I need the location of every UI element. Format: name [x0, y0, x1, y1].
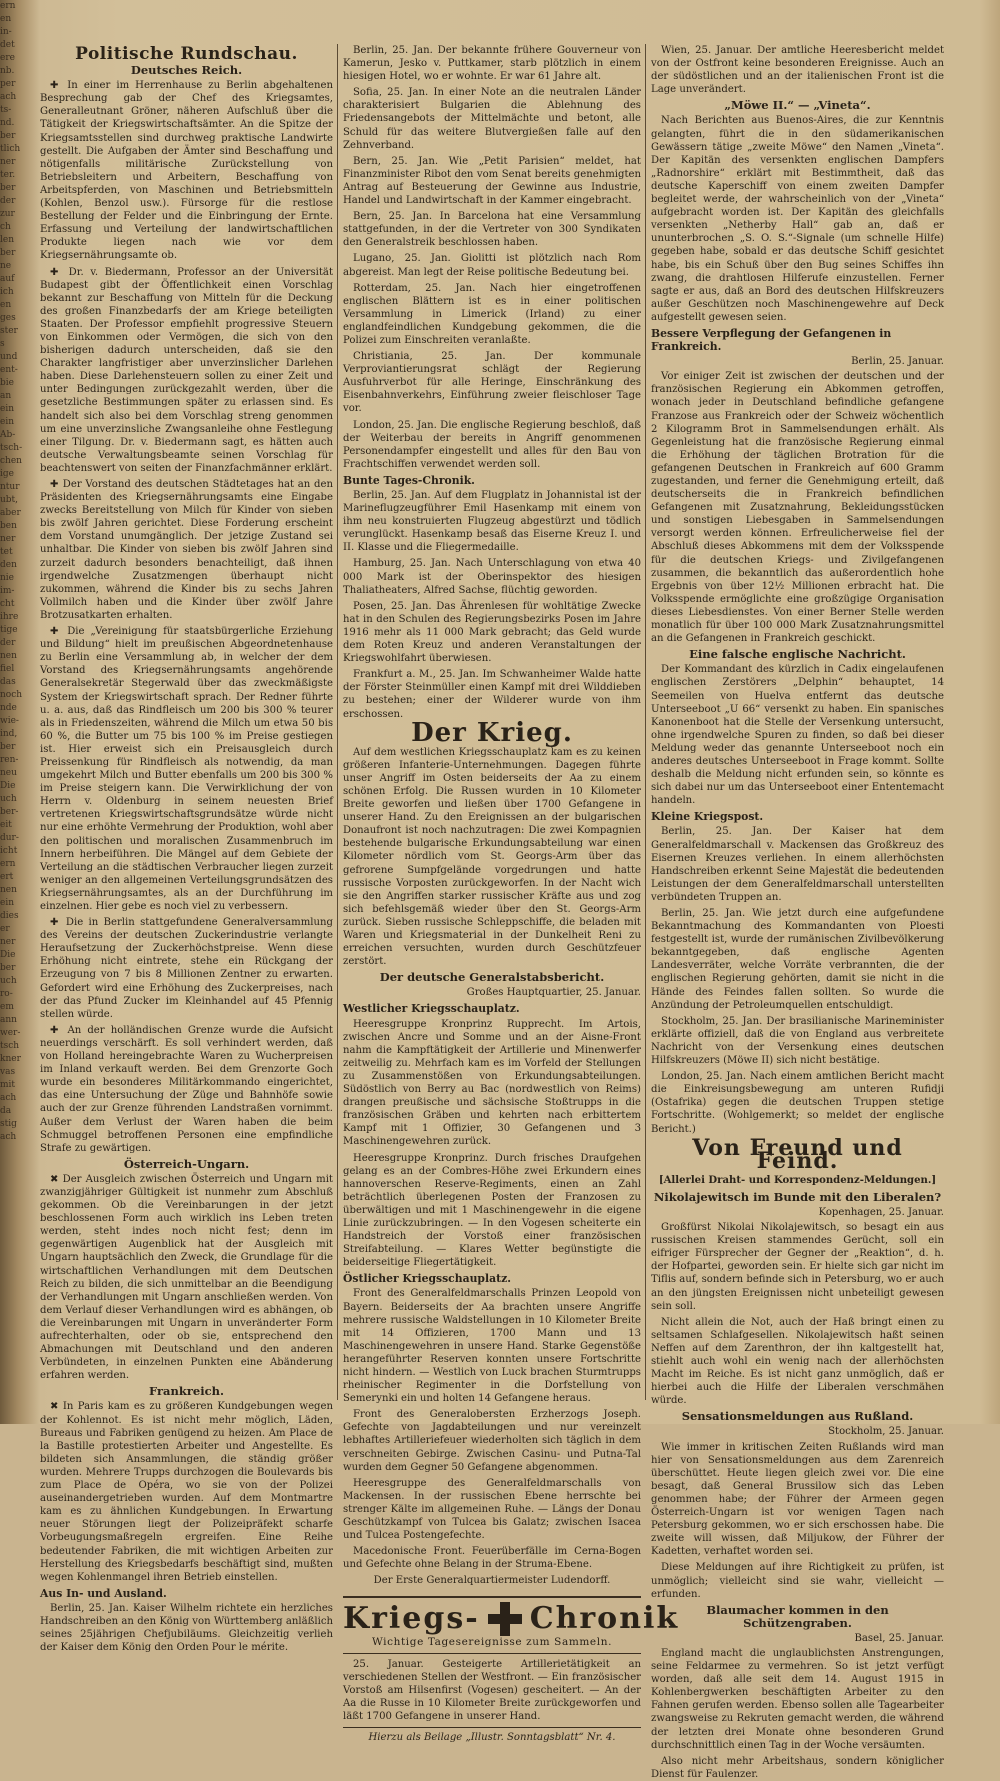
- article-list-news: [343, 44, 641, 471]
- stub-fragment: an: [0, 391, 12, 401]
- kriegs-chronik-banner: [343, 1596, 680, 1654]
- article-paragraph: Berlin, 25. Jan. Der bekannte frühere Gouverneur von Kamerun, Jesko v. Puttkamer, starb plötzlich in einem hiesigen Hotel, wo er wohnte. Er war 61 Jahre alt.: [343, 45, 641, 83]
- subheading-frankreich: Frankreich.: [149, 1384, 224, 1399]
- dateline-basel: Basel, 25. Januar.: [854, 1632, 944, 1644]
- iron-cross-icon: [488, 1602, 522, 1636]
- stub-fragment: ein: [0, 898, 15, 908]
- stub-fragment: ein: [0, 404, 15, 414]
- article-paragraph: Stockholm, 25. Jan. Der brasilianische Marineminister erklärte offiziell, daß die von England aus verbreitete Nachricht von der Versenkung eines deutschen Hilfskreuzers (Möwe II) sich nicht bestätige.: [651, 1015, 944, 1067]
- article-list-oesterreich: [40, 1173, 333, 1383]
- stub-fragment: ber: [0, 131, 16, 141]
- column-3: [651, 44, 944, 1780]
- article-paragraph: Posen, 25. Jan. Das Ährenlesen für wohltätige Zwecke hat in den Schulen des Regierungsbezirks Posen im Jahre 1916 mehr als 11 000 Mark gebracht; das Geld wurde dem Roten Kreuz und anderen Veranstaltungen der Kriegswohlfahrt überwiesen.: [343, 600, 641, 665]
- article-paragraph: Berlin, 25. Jan. Kaiser Wilhelm richtete ein herzliches Handschreiben an den König von Württemberg anläßlich seines 25jährigen Chefjubiläums. Gleichzeitig verlieh der Kaiser dem König den Orden Pour le mérite.: [40, 1602, 333, 1654]
- stub-fragment: tsch: [0, 1041, 20, 1051]
- stub-fragment: nb.: [0, 66, 15, 76]
- article-paragraph: ✖ Der Ausgleich zwischen Österreich und Ungarn mit zwanzigjähriger Gültigkeit ist nunmehr zum Abschluß gekommen. Ob die Vereinbarungen in der jetzt beschlossenen Form auch wirklich ins Leben treten werden, steht indes noch nicht fest; denn im gegenwärtigen Augenblick hat der Ausgleich mit Ungarn hauptsächlich den Zweck, die Grundlage für die wirtschaftlichen Verhandlungen mit dem Deutschen Reich zu bilden, die sich unmittelbar an die Beendigung der Verhandlungen mit Ungarn anschließen werden. Von dem Verlauf dieser Verhandlungen wird es abhängen, ob die Vereinbarungen mit Ungarn in unveränderter Form aufrechterhalten, oder ob sie, entsprechend den Abmachungen mit Deutschland und den anderen Verbündeten, in einzelnen Punkten eine Abänderung erfahren werden.: [40, 1173, 333, 1382]
- stub-fragment: ihre: [0, 612, 19, 622]
- stub-fragment: ner: [0, 937, 16, 947]
- stub-fragment: ber: [0, 742, 16, 752]
- subheading-kleine-kriegspost: Kleine Kriegspost.: [651, 810, 764, 824]
- stub-fragment: cht: [0, 599, 15, 609]
- stub-fragment: Die: [0, 950, 16, 960]
- article-paragraph: London, 25. Jan. Nach einem amtlichen Bericht macht die Einkreisungsbewegung am unteren Rufidji (Ostafrika) gegen die deutschen Truppen stetige Fortschritte. (Wohlgemerkt; so meldet der englische Bericht.): [651, 1071, 944, 1135]
- article-list-kleine: [651, 825, 944, 1135]
- stub-fragment: aber: [0, 508, 21, 518]
- article-paragraph: Wie immer in kritischen Zeiten Rußlands wird man hier von Sensationsmeldungen aus dem Zarenreich überschüttet. Heute liegen gleich zwei vor. Die eine besagt, daß General Brussilow sich das Leben genommen habe; der Führer der Armeen gegen Österreich-Ungarn ist vor wenigen Tagen nach Petersburg gekommen, wo er sich erschossen habe. Die zweite will wissen, daß Miljukow, der Führer der Kadetten, verhaftet worden sei.: [651, 1441, 944, 1558]
- article-paragraph: Heeresgruppe des Generalfeldmarschalls von Mackensen. In der russischen Ebene herrschte bei strenger Kälte im allgemeinen Ruhe. — Längs der Donau Geschützkampf von Tulcea bis Galatz; zwischen Isacea und Tulcea Postengefechte.: [343, 1477, 641, 1542]
- stub-fragment: uch: [0, 976, 17, 986]
- stub-fragment: mit: [0, 1080, 16, 1090]
- stub-fragment: auf: [0, 274, 15, 284]
- stub-fragment: und: [0, 352, 18, 362]
- article-paragraph: Bern, 25. Jan. Wie „Petit Parisien“ meldet, hat Finanzminister Ribot den vom Senat bereits genehmigten Antrag auf Besteuerung der Gewinne aus Industrie, Handel und Landwirtschaft in der Kammer eingebracht.: [343, 155, 641, 207]
- article-paragraph: London, 25. Jan. Die englische Regierung beschloß, daß der Weiterbau der bereits in Angriff genommenen Personendampfer eingestellt und alles für den Bau von Frachtschiffen verwendet werden soll.: [343, 419, 641, 470]
- stub-fragment: eit: [0, 820, 12, 830]
- column-2: [343, 44, 680, 1744]
- subheading-generalstabsbericht: Der deutsche Generalstabsbericht.: [379, 970, 605, 985]
- stub-fragment: nen: [0, 651, 17, 661]
- article-paragraph: Heeresgruppe Kronprinz. Durch frisches Draufgehen gelang es an der Combres-Höhe zwei Erkundern eines hannoverschen Reserve-Regiments, einen an Zahl beträchtlich überlegenen Posten der Franzosen zu überwältigen und mit 1 Maschinengewehr in die eigene Linie zurückzubringen. — In den Vogesen scheiterte ein Handstreich der Vorstoß einer französischen Streifabteilung. — Klares Wetter begünstigte die beiderseitige Fliegertätigkeit.: [343, 1152, 641, 1269]
- stub-fragment: bie: [0, 378, 14, 388]
- subheading-blaumacher: Blaumacher kommen in den Schützengraben.: [706, 1602, 889, 1630]
- article-paragraph: Auf dem westlichen Kriegsschauplatz kam es zu keinen größeren Infanterie-Unternehmungen. Dagegen führte unser Angriff im Osten beiderseits der Aa zu einem schönen Erfolg. Die Russen wurden in 10 Kilometer Breite geworfen und ließen über 1700 Gefangene in unserer Hand. Zu den Ereignissen an der bulgarischen Donaufront ist noch nachzutragen: Die zwei Kompagnien bestehende bulgarische Erkundungsabteilung war einen Kilometer nördlich vom St. Georgs-Arm über das gefrorene Sumpfgelände vorgedrungen und hatte russische Vorposten zurückgeworfen. In der Nacht wich sie den Angriffen starker russischer Kräfte aus und zog sich befehlsgemäß wieder über den St. Georgs-Arm zurück. Sieben russische Schleppschiffe, die beladen mit Waren und Kriegsmaterial in der Dunkelheit Reni zu erreichen versuchten, wurden durch Geschützfeuer zerstört.: [343, 746, 641, 968]
- article-list-inland: [40, 1602, 333, 1654]
- stub-fragment: neu: [0, 768, 17, 778]
- dateline-stockholm: Stockholm, 25. Januar.: [828, 1426, 944, 1438]
- article-paragraph: Also nicht mehr Arbeitshaus, sondern königlicher Dienst für Faulenzer.: [651, 1755, 944, 1780]
- chronik-subtitle: Wichtige Tagesereignisse zum Sammeln.: [371, 1635, 613, 1648]
- stub-fragment: ner: [0, 157, 16, 167]
- article-paragraph: Sofia, 25. Jan. In einer Note an die neutralen Länder charakterisiert Bulgarien die Ablehnung des Friedensangebots der Mittelmächte und betont, alle Schuld für das weitere Blutvergießen falle auf den Zehnverband.: [343, 87, 641, 151]
- signature-ludendorff: Der Erste Generalquartiermeister Ludendorff.: [373, 1575, 611, 1587]
- subheading-oesterreich-ungarn: Österreich-Ungarn.: [123, 1156, 250, 1171]
- stub-fragment: ster: [0, 326, 18, 336]
- dateline-kopenhagen: Kopenhagen, 25. Januar.: [818, 1206, 944, 1218]
- stub-fragment: ann: [0, 1015, 17, 1025]
- article-paragraph: Diese Meldungen auf ihre Richtigkeit zu prüfen, ist unmöglich; vielleicht sind sie wahr, vielleicht — erfunden.: [651, 1562, 944, 1600]
- subheading-bessere-verpflegung: Bessere Verpflegung der Gefangenen in Frankreich.: [651, 326, 892, 354]
- stub-fragment: zur: [0, 209, 15, 219]
- stub-fragment: kner: [0, 1054, 21, 1064]
- stub-fragment: nde: [0, 703, 17, 713]
- stub-fragment: ren-: [0, 755, 19, 765]
- stub-fragment: ein: [0, 417, 15, 427]
- stub-fragment: ges: [0, 313, 16, 323]
- article-list-frankreich: [40, 1400, 333, 1583]
- stub-fragment: en: [0, 300, 12, 310]
- stub-fragment: ert: [0, 872, 14, 882]
- subheading-aus-in-und-ausland: Aus In- und Ausland.: [40, 1586, 167, 1600]
- article-paragraph: Berlin, 25. Jan. Auf dem Flugplatz in Johannistal ist der Marineflugzeugführer Emil Hasenkamp mit einem von ihm neu konstruierten Flugzeug abgestürzt und tödlich verunglückt. Hasenkamp besaß das Eiserne Kreuz I. und II. Klasse und die Fliegermedaille.: [343, 490, 641, 554]
- article-paragraph: England macht die unglaublichsten Anstrengungen, seine Feldarmee zu vermehren. So ist jetzt verfügt worden, daß alle seit dem 14. August 1915 in Kohlenbergwerken beschäftigten Arbeiter zu den Fahnen gerufen werden. Ebenso sollen alle Tagearbeiter zwangsweise zu Rekruten gemacht werden, die während der letzten drei Monate ohne besonderen Grund durchschnittlich einen Tag in der Woche versäumten.: [651, 1647, 944, 1751]
- stub-fragment: ind,: [0, 729, 18, 739]
- stub-fragment: fiel: [0, 664, 15, 674]
- chronik-title-right: Chronik: [529, 1600, 680, 1636]
- stub-fragment: ubt,: [0, 495, 19, 505]
- column-1: [40, 44, 333, 1654]
- stub-fragment: der: [0, 196, 16, 206]
- stub-fragment: chen: [0, 456, 22, 466]
- stub-fragment: tsch-: [0, 443, 23, 453]
- subheading-sensationsmeldungen: Sensationsmeldungen aus Rußland.: [681, 1409, 914, 1424]
- stub-fragment: per: [0, 79, 16, 89]
- article-list-chronik: [343, 1658, 641, 1723]
- beilage-footer: Hierzu als Beilage „Illustr. Sonntagsblatt“ Nr. 4.: [343, 1727, 641, 1744]
- stub-fragment: tlich: [0, 144, 21, 154]
- article-paragraph: Heeresgruppe Kronprinz Rupprecht. Im Artois, zwischen Ancre und Somme und an der Aisne-Front nahm die Kampftätigkeit der Artillerie und Minenwerfer zeitweilig zu. Mehrfach kam es im Vorfeld der Stellungen zu Zusammenstößen von Erkundungsabteilungen. Südöstlich von Berry au Bac (nordwestlich von Reims) drangen preußische und sächsische Stoßtrupps in die französischen Gräben und kehrten nach erbittertem Kampf mit 1 Offizier, 30 Gefangenen und 3 Maschinengewehren zurück.: [343, 1018, 641, 1148]
- stub-fragment: das: [0, 677, 16, 687]
- article-paragraph: Hamburg, 25. Jan. Nach Unterschlagung von etwa 40 000 Mark ist der Oberinspektor des hiesigen Thaliatheaters, Alfred Sachse, flüchtig geworden.: [343, 558, 641, 596]
- stub-fragment: ach: [0, 92, 17, 102]
- article-list-ost: [343, 1287, 641, 1571]
- stub-fragment: wer-: [0, 1028, 21, 1038]
- stub-fragment: ts-: [0, 105, 12, 115]
- article-paragraph: ✚ Dr. v. Biedermann, Professor an der Universität Budapest gibt der Öffentlichkeit einen Vorschlag bekannt zur Beschaffung von Mitteln für die Deckung des großen Finanzbedarfs der am Kriege beteiligten Staaten. Der Professor empfiehlt progressive Steuern von Einkommen oder Vermögen, die sich von den bisherigen dadurch unterscheiden, daß sie den Charakter langfristiger aber unverzinslicher Darlehen haben. Diese Darlehensteuern sollen zu einer Zeit und unter Bedingungen zurückgezahlt werden, über die gesetzliche Bestimmungen später zu erlassen sind. Es handelt sich also bei dem Vorschlag streng genommen um eine unverzinsliche Zwangsanleihe ohne Festlegung einer Tilgung. Dr. v. Biedermann sagt, es hätten auch deutsche Verwaltungsbeamte seinen Vorschlag für beachtenswert von seiten der Finanzfachmänner erklärt.: [40, 266, 333, 474]
- stub-fragment: ern: [0, 859, 16, 869]
- article-paragraph: Nicht allein die Not, auch der Haß bringt einen zu seltsamen Schlafgesellen. Nikolajewitsch haßt seinen Neffen auf dem Zarenthron, der ihn kaltgestellt hat, stiehlt auch wohl ein wenig nach der allerhöchsten Macht im Reiche. Es ist nicht ganz unmöglich, daß er hierbei auch die Hilfe der Liberalen verschmähen würde.: [651, 1316, 944, 1407]
- stub-fragment: ntur: [0, 482, 20, 492]
- dateline-hauptquartier: Großes Hauptquartier, 25. Januar.: [466, 987, 641, 999]
- article-list-bunte: [343, 489, 641, 721]
- stub-fragment: tige: [0, 625, 18, 635]
- stub-fragment: in-: [0, 27, 12, 37]
- article-paragraph: Großfürst Nikolai Nikolajewitsch, so besagt ein aus russischen Kreisen stammendes Gerücht, soll ein eifriger Fürsprecher der Gegner der „Reaktion“, d. h. der Hofpartei, geworden sein. Er hielte sich gar nicht im Tiflis auf, sondern befinde sich in Petersburg, wo er auch an den jüngsten Ereignissen nicht unbeteiligt gewesen sein soll.: [651, 1222, 944, 1312]
- stub-fragment: ent-: [0, 365, 18, 375]
- article-paragraph: 25. Januar. Gesteigerte Artillerietätigkeit an verschiedenen Stellen der Westfront. — Ein französischer Vorstoß am Hilsenfirst (Vogesen) gescheitert. — An der Aa die Russe in 10 Kilometer Breite zurückgeworfen und läßt 1700 Gefangene in unserer Hand.: [343, 1658, 641, 1722]
- subheading-falsche-nachricht: Eine falsche englische Nachricht.: [689, 647, 906, 662]
- stub-fragment: ter.: [0, 170, 16, 180]
- stub-fragment: nen: [0, 885, 17, 895]
- stub-fragment: ner: [0, 534, 16, 544]
- stub-fragment: dur-: [0, 833, 19, 843]
- article-paragraph: Christiania, 25. Jan. Der kommunale Verproviantierungsrat schlägt der Regierung Ausfuhrverbot für alle Heringe, Einschränkung des Eisenbahnverkehrs, Einführung zweier fleischloser Tage vor.: [343, 351, 641, 415]
- article-paragraph: ✚ Die „Vereinigung für staatsbürgerliche Erziehung und Bildung“ hielt im preußischen Abgeordnetenhause zu Berlin eine Versammlung ab, in welcher der dem Vorstand des Kriegsernährungsamts angehörende Generalsekretär Stegerwald über das zweckmäßigste System der Kriegswirtschaft sprach. Der Redner führte u. a. aus, daß das Rindfleisch um 200 bis 300 % teurer als in Friedenszeiten, während die Milch um etwa 50 bis 60 %, die Butter um 75 bis 100 % im Preise gestiegen ist. Hier erweist sich ein Preisausgleich durch Preissenkung für Rindfleisch als notwendig, da man umgekehrt Milch und Butter ebenfalls um 200 bis 300 % im Preise steigern kann. Die Verwirklichung der von Herrn v. Oldenburg in seinem neuesten Brief vertretenen Kriegswirtschaftsgrundsätze würde nicht nur eine erhöhte Vermehrung der Produktion, wohl aber den politischen und moralischen Zusammenbruch im Innern herbeiführen. Die Mängel auf dem Gebiete der Verteilung an die städtischen Verbraucher liegen zurzeit weniger an den allgemeinen Verteilungsgrundsätzen des Kriegsernährungsamtes, als an der Durchführung im einzelnen. Hier gebe es noch viel zu verbessern.: [40, 626, 333, 912]
- section-title-von-freund-und-feind: Von Freund und Feind.: [692, 1134, 903, 1174]
- dateline-berlin: Berlin, 25. Januar.: [851, 356, 944, 368]
- stub-fragment: ber-: [0, 807, 19, 817]
- stub-fragment: uch: [0, 794, 17, 804]
- stub-fragment: ige: [0, 469, 14, 479]
- article-paragraph: Der Kommandant des kürzlich in Cadix eingelaufenen englischen Zerstörers „Delphin“ behauptet, 14 Seemeilen von Huelva entfernt das deutsche Unterseeboot „U 66“ versenkt zu haben. Ein spanisches Kanonenboot hat die Stelle der Versenkung untersucht, ohne irgendwelche Spuren zu finden, so daß bei dieser Meldung weder das genannte Unterseeboot noch ein anderes deutsches Unterseeboot in Frage kommt. Sollte deshalb die Meldung nicht erfunden sein, so könnte es sich dabei nur um das Unterseeboot einer Ententemacht handeln.: [651, 664, 944, 807]
- article-list-krieg: [343, 746, 641, 969]
- article-paragraph: Front des Generalobersten Erzherzogs Joseph. Gefechte von Jagdabteilungen und nur vereinzelt lebhaftes Artilleriefeuer wiederholten sich täglich in dem verschneiten Gebirge. Zwischen Casinu- und Putna-Tal wurden dem Gegner 50 Gefangene abgenommen.: [343, 1409, 641, 1473]
- article-paragraph: ✚ Die in Berlin stattgefundene Generalversammlung des Vereins der deutschen Zuckerindustrie verlangte Heraufsetzung der Zuckerhöchstpreise. Wenn diese Erhöhung nicht eintrete, stehe ein Rückgang der Erzeugung von 7 bis 8 Millionen Zentner zu erwarten. Gefordert wird eine Erhöhung des Zuckerpreises, nach der das Pfund Zucker im Kleinhandel auf 45 Pfennig stellen würde.: [40, 917, 333, 1020]
- stub-fragment: det: [0, 40, 15, 50]
- stub-fragment: im-: [0, 586, 15, 596]
- stub-fragment: er: [0, 924, 10, 934]
- article-list-sensation: [651, 1441, 944, 1601]
- article-paragraph: Bern, 25. Jan. In Barcelona hat eine Versammlung stattgefunden, in der die Vertreter von 300 Syndikaten den Generalstreik beschlossen haben.: [343, 211, 641, 249]
- stub-fragment: vas: [0, 1067, 16, 1077]
- stub-fragment: ber: [0, 248, 16, 258]
- section-title-der-krieg: Der Krieg.: [411, 717, 573, 748]
- stub-fragment: dies: [0, 911, 19, 921]
- stub-fragment: Ab-: [0, 430, 16, 440]
- section-title-politische-rundschau: Politische Rundschau.: [75, 44, 298, 64]
- stub-fragment: nd.: [0, 118, 15, 128]
- article-list-blau: [651, 1647, 944, 1781]
- article-paragraph: Front des Generalfeldmarschalls Prinzen Leopold von Bayern. Beiderseits der Aa brachten unsere Angriffe mehrere russische Waldstellungen in 10 Kilometer Breite mit 14 Offizieren, 1700 Mann und 13 Maschinengewehren in unsere Hand. Starke Gegenstöße herangeführter Reserven konnten unsere Fortschritte nicht hindern. — Westlich von Luck brachen Sturmtrupps rheinischer Regimenter in die Dorfstellung von Semerynki ein und holten 14 Gefangene heraus.: [343, 1288, 641, 1405]
- stub-fragment: ach: [0, 1132, 17, 1142]
- stub-fragment: ro-: [0, 989, 13, 999]
- subheading-bunte-tages-chronik: Bunte Tages-Chronik.: [343, 473, 475, 487]
- article-paragraph: Berlin, 25. Jan. Wie jetzt durch eine aufgefundene Bekanntmachung des Kommandanten von Ploesti festgestellt ist, wurde der rumänischen Zivilbevölkerung bekanntgegeben, daß englische Agenten Landesverräter, welche Vorräte verbrannten, die der englischen Regierung gehörten, damit sie nicht in die Hände des Feindes fallen sollten. So wurde die Anzündung der Petroleumquellen entschuldigt.: [651, 908, 944, 1011]
- subheading-deutsches-reich: Deutsches Reich.: [130, 63, 243, 78]
- stub-fragment: wie-: [0, 716, 19, 726]
- chronik-title-left: Kriegs-: [343, 1600, 480, 1636]
- stub-fragment: noch: [0, 690, 23, 700]
- article-paragraph: ✚ Der Vorstand des deutschen Städtetages hat an den Präsidenten des Kriegsernährungsamts eine Eingabe zwecks Bereitstellung von Milch für Kinder von sieben bis zwölf Jahren gerichtet. Diese Forderung erscheint dem Vorstand unumgänglich. Der jetzige Zustand sei unhaltbar. Die Kinder von sieben bis zwölf Jahren sind zurzeit dadurch besonders benachteiligt, daß ihnen irgendwelche Zusatzmengen überhaupt nicht zukommen, während die Kinder bis zu sechs Jahren Vollmilch haben und die Kinder über zwölf Jahre Brotzusatkarten erhalten.: [40, 479, 333, 621]
- article-paragraph: Frankfurt a. M., 25. Jan. Im Schwanheimer Walde hatte der Förster Steinmüller einen Kampf mit drei Wilddieben zu bestehen; einer der Wilderer wurde von ihm erschossen.: [343, 669, 641, 720]
- stub-fragment: nie: [0, 573, 15, 583]
- stub-fragment: ber: [0, 183, 16, 193]
- article-list-nikolai: [651, 1221, 944, 1407]
- article-paragraph: Macedonische Front. Feuerüberfälle im Cerna-Bogen und Gefechte ohne Belang in der Struma-Ebene.: [343, 1546, 641, 1571]
- stub-fragment: en: [0, 14, 12, 24]
- article-paragraph: Vor einiger Zeit ist zwischen der deutschen und der französischen Regierung ein Abkommen getroffen, wonach jeder in Deutschland befindliche gefangene Franzose aus Frankreich oder der Schweiz wöchentlich 2 Kilogramm Brot in Sammelsendungen erhält. Als Gegenleistung hat die französische Regierung einmal die Erhöhung der täglichen Brotration für die gefangenen Deutschen in Frankreich auf 600 Gramm zugestanden, und ferner die Genehmigung erteilt, daß deutscherseits die in Frankreich befindlichen Gefangenen mit Zusatznahrung, Bekleidungsstücken und sonstigen Liebesgaben in Sammelsendungen versorgt werden können. Erfreulicherweise fiel der Abschluß dieses Abkommens mit dem der Volksspende für die deutschen Kriegs- und Zivilgefangenen zusammen, die bekanntlich das außerordentlich hohe Ergebnis von über 12½ Millionen erbracht hat. Die Volksspende ermöglichte eine großzügige Organisation dieses Liebesdienstes. Von einer Berner Stelle werden monatlich für über 100 000 Mark Zusatznahrungsmittel an die Gefangenen in Frankreich geschickt.: [651, 371, 944, 645]
- stub-fragment: den: [0, 560, 17, 570]
- article-list-moewe: [651, 114, 944, 324]
- subheading-oestlicher-kriegsschauplatz: Östlicher Kriegsschauplatz.: [343, 1272, 511, 1286]
- stub-fragment: icht: [0, 846, 18, 856]
- stub-fragment: len: [0, 235, 15, 245]
- subheading-nikolajewitsch: Nikolajewitsch im Bunde mit den Liberalen?: [653, 1189, 942, 1204]
- article-paragraph: Nach Berichten aus Buenos-Aires, die zur Kenntnis gelangten, führt die in den südamerikanischen Gewässern tätige „zweite Möwe“ den Namen „Vineta“. Der Kapitän des versenkten englischen Dampfers „Radnorshire“ erklärt mit Bestimmtheit, daß das deutsche Kaperschiff von einem zweiten Dampfer begleitet werde, der wahrscheinlich von der „Vineta“ aufgebracht worden ist. Der Kapitän des gleichfalls versenkten „Netherby Hall“ gab an, daß er ununterbrochen „S. O. S.“-Signale (um schnelle Hilfe) gegeben habe, sobald er das deutsche Schiff gesichtet habe, bis ein Schuß über den Bug seines Schiffes ihn zwang, die drahtlosen Hilferufe einzustellen. Ferner sagte er aus, daß an Bord des deutschen Hilfskreuzers außer Geschützen noch Maschinengewehre auf Deck aufgestellt gewesen seien.: [651, 115, 944, 323]
- stub-fragment: Die: [0, 781, 16, 791]
- stub-fragment: ch: [0, 222, 11, 232]
- column-rule: [645, 44, 646, 1400]
- article-paragraph: ✚ An der holländischen Grenze wurde die Aufsicht neuerdings verschärft. Es soll verhindert werden, daß von Holland hereingebrachte Waren zu Wucherpreisen im Inland verkauft werden. Bei dem Grenzorte Goch wurde ein besonderes Militärkommando eingerichtet, das eine Untersuchung der Züge und Bahnhöfe sowie auch der zur Grenze führenden Landstraßen vornimmt. Außer dem Verlust der Waren haben die beim Schmuggel betroffenen Personen eine empfindliche Strafe zu gewärtigen.: [40, 1024, 333, 1154]
- stub-fragment: ben: [0, 521, 17, 531]
- stub-fragment: ich: [0, 287, 14, 297]
- article-paragraph: ✖ In Paris kam es zu größeren Kundgebungen wegen der Kohlennot. Es ist nicht mehr möglich, Läden, Bureaus und Fabriken genügend zu heizen. Am Place de la Bastille protestierten Arbeiter und Angestellte. Es bildeten sich Ansammlungen, die ständig größer wurden. Mehrere Trupps durchzogen die Boulevards bis zum Place de Opéra, wo sie von der Polizei auseinandergetrieben wurden. Auf dem Montmartre kam es zu ähnlichen Kundgebungen. In Erwartung neuer Störungen liegt der Polizeipräfekt scharfe Vorbeugungsmaßregeln ergreifen. Eine Reihe bedeutender Fabriken, die mit wichtigen Arbeiten zur Herstellung des Kriegsbedarfs beschäftigt sind, mußten wegen Kohlenmangel ihren Betrieb einstellen.: [40, 1401, 333, 1583]
- stub-fragment: ber: [0, 963, 16, 973]
- subheading-moewe-vineta: „Möwe II.“ — „Vineta“.: [724, 98, 871, 113]
- stub-fragment: tet: [0, 547, 13, 557]
- stub-fragment: ere: [0, 53, 15, 63]
- stub-fragment: da: [0, 1106, 12, 1116]
- article-paragraph: ✚ In einer im Herrenhause zu Berlin abgehaltenen Besprechung gab der Chef des Kriegsamtes, Generalleutnant Gröner, näheren Aufschluß über die Tätigkeit der Kriegswirtschaftsämter. An die Spitze der Kriegsamtsstellen sind durchweg praktische Landwirte gestellt. Die Aufgaben der Ämter sind Beschaffung und nötigenfalls militärische Zurückstellung von Betriebsleitern und Arbeitern, Beschaffung von Arbeitspferden, von Maschinen und Betriebsmitteln (Kohlen, Benzol usw.). Fürsorge für die restlose Bestellung der Felder und die Einbringung der Ernte. Erfassung und Verteilung der landwirtschaftlichen Produkte liegen nach wie vor dem Kriegsernährungsamte ob.: [40, 80, 333, 262]
- article-list-falsch: [651, 663, 944, 807]
- stub-fragment: ne: [0, 261, 12, 271]
- subheading-westlicher-kriegsschauplatz: Westlicher Kriegsschauplatz.: [343, 1002, 520, 1016]
- article-paragraph: Rotterdam, 25. Jan. Nach hier eingetroffenen englischen Blättern ist es in einer politischen Versammlung in Limerick (Irland) zu einer englandfeindlichen Kundgebung gekommen, die die Polizei zum Einschreiten veranlaßte.: [343, 282, 641, 346]
- stub-fragment: der: [0, 638, 16, 648]
- stub-fragment: s: [0, 339, 5, 349]
- stub-fragment: em: [0, 1002, 14, 1012]
- left-page-stub: [0, 0, 30, 1424]
- freund-subtitle: [Allerlei Draht- und Korrespondenz-Meldungen.]: [658, 1174, 937, 1186]
- article-list-wien: [651, 44, 944, 96]
- article-paragraph: Wien, 25. Januar. Der amtliche Heeresbericht meldet von der Ostfront keine besonderen Ereignisse. Auch an der südöstlichen und an der italienischen Front ist die Lage unverändert.: [651, 45, 944, 96]
- stub-fragment: ern: [0, 1, 16, 11]
- column-rule: [337, 44, 338, 1400]
- article-list-verpflegung: [651, 370, 944, 645]
- article-list-west: [343, 1018, 641, 1270]
- article-list-deutsches-reich: [40, 79, 333, 1155]
- article-paragraph: Lugano, 25. Jan. Giolitti ist plötzlich nach Rom abgereist. Man legt der Reise politische Bedeutung bei.: [343, 253, 641, 278]
- stub-fragment: ach: [0, 1093, 17, 1103]
- article-paragraph: Berlin, 25. Jan. Der Kaiser hat dem Generalfeldmarschall v. Mackensen das Großkreuz des Eisernen Kreuzes verliehen. In einem allerhöchsten Handschreiben erkennt Seine Majestät die bedeutenden Leistungen der dem Generalfeldmarschall unterstellten verbündeten Truppen an.: [651, 826, 944, 903]
- stub-fragment: stig: [0, 1119, 17, 1129]
